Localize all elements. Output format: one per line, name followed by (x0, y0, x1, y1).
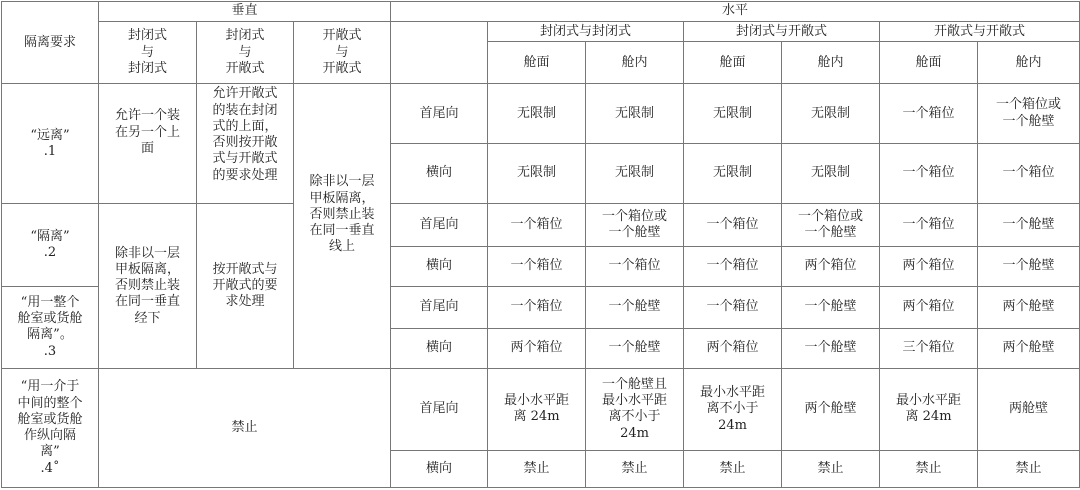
table-cell: 最小水平距 离 24m (880, 369, 978, 451)
table-cell: 禁止 (488, 450, 586, 487)
table-cell: 两个箱位 (782, 247, 880, 286)
table-cell: 一个箱位 (684, 247, 782, 286)
header-vertical-open-open: 开敞式 与 开敞式 (294, 22, 391, 84)
table-cell: 无限制 (684, 84, 782, 143)
table-cell: 无限制 (488, 84, 586, 143)
table-cell: 一个舱壁 (586, 328, 684, 368)
table-cell: 无限制 (586, 143, 684, 203)
table-cell: 两个舱壁 (782, 369, 880, 451)
table-cell: 禁止 (880, 450, 978, 487)
table-cell: 一个箱位 (880, 143, 978, 203)
table-cell: 无限制 (684, 143, 782, 203)
vertical-r1-closed-closed: 允许一个装 在另一个上 面 (99, 84, 197, 204)
requirement-separated-by-compartment: “用一整个 舱室或货舱 隔离”。 .3 (2, 286, 99, 368)
table-cell: 两舱壁 (978, 369, 1080, 451)
direction-fore-aft: 首尾向 (391, 84, 488, 143)
table-cell: 一个箱位 (880, 204, 978, 247)
table-cell: 一个箱位 (488, 247, 586, 286)
header-horizontal-closed-closed: 封闭式与封闭式 (488, 22, 684, 42)
header-vertical-closed-closed: 封闭式 与 封闭式 (99, 22, 197, 84)
vertical-r1-closed-open: 允许开敞式 的装在封闭 式的上面， 否则按开敞 式与开敞式 的要求处理 (197, 84, 294, 204)
table-cell: 一个箱位 (880, 84, 978, 143)
table-cell: 一个箱位或 一个舱壁 (978, 84, 1080, 143)
direction-athwartship: 横向 (391, 450, 488, 487)
header-vertical: 垂直 (99, 2, 391, 22)
header-under-deck: 舱内 (586, 42, 684, 84)
table-cell: 一个箱位 (586, 247, 684, 286)
vertical-r123-open-open: 除非以一层 甲板隔离， 否则禁止装 在同一垂直 线上 (294, 84, 391, 369)
table-cell: 两个舱壁 (978, 328, 1080, 368)
table-cell: 禁止 (782, 450, 880, 487)
header-on-deck: 舱面 (488, 42, 586, 84)
table-cell: 禁止 (684, 450, 782, 487)
table-cell: 无限制 (782, 143, 880, 203)
header-horizontal-closed-open: 封闭式与开敞式 (684, 22, 880, 42)
header-under-deck: 舱内 (782, 42, 880, 84)
table-cell: 两个箱位 (880, 286, 978, 328)
table-cell: 禁止 (978, 450, 1080, 487)
table-row (2, 84, 1080, 143)
table-cell: 无限制 (488, 143, 586, 203)
table-cell: 一个箱位或 一个舱壁 (782, 204, 880, 247)
header-direction-blank (391, 22, 488, 84)
table-cell: 一个舱壁 (782, 286, 880, 328)
table-cell: 一个箱位 (488, 286, 586, 328)
header-horizontal: 水平 (391, 2, 1080, 22)
vertical-r23-closed-open: 按开敞式与 开敞式的要 求处理 (197, 204, 294, 369)
table-cell: 一个箱位 (684, 204, 782, 247)
table-cell: 一个舱壁 (978, 204, 1080, 247)
requirement-away-from: “远离” .1 (2, 84, 99, 204)
direction-athwartship: 横向 (391, 247, 488, 286)
table-cell: 一个箱位或 一个舱壁 (586, 204, 684, 247)
segregation-table (1, 1, 1080, 488)
table-cell: 无限制 (782, 84, 880, 143)
table-cell: 一个箱位 (978, 143, 1080, 203)
requirement-separated-longitudinally: “用一介于 中间的整个 舱室或货舱 作纵向隔 离” .4˚ (2, 369, 99, 488)
direction-athwartship: 横向 (391, 328, 488, 368)
table-cell: 无限制 (586, 84, 684, 143)
vertical-r23-closed-closed: 除非以一层 甲板隔离， 否则禁止装 在同一垂直 经下 (99, 204, 197, 369)
table-row (2, 369, 1080, 451)
table-cell: 最小水平距 离不小于 24m (684, 369, 782, 451)
table-cell: 两个舱壁 (978, 286, 1080, 328)
table-cell: 最小水平距 离 24m (488, 369, 586, 451)
direction-fore-aft: 首尾向 (391, 286, 488, 328)
header-vertical-closed-open: 封闭式 与 开敞式 (197, 22, 294, 84)
header-requirement: 隔离要求 (2, 2, 99, 84)
table-cell: 两个箱位 (488, 328, 586, 368)
vertical-r4-prohibited: 禁止 (99, 369, 391, 488)
table-row (2, 204, 1080, 247)
table-cell: 三个箱位 (880, 328, 978, 368)
table-cell: 一个箱位 (488, 204, 586, 247)
header-horizontal-open-open: 开敞式与开敞式 (880, 22, 1080, 42)
table-cell: 一个箱位 (684, 286, 782, 328)
table-cell: 一个舱壁 (978, 247, 1080, 286)
header-under-deck: 舱内 (978, 42, 1080, 84)
table-cell: 禁止 (586, 450, 684, 487)
header-on-deck: 舱面 (684, 42, 782, 84)
table-cell: 两个箱位 (880, 247, 978, 286)
direction-fore-aft: 首尾向 (391, 369, 488, 451)
direction-athwartship: 横向 (391, 143, 488, 203)
requirement-separated-from: “隔离” .2 (2, 204, 99, 287)
table-cell: 一个舱壁且 最小水平距 离不小于 24m (586, 369, 684, 451)
direction-fore-aft: 首尾向 (391, 204, 488, 247)
table-cell: 一个舱壁 (782, 328, 880, 368)
table-cell: 一个舱壁 (586, 286, 684, 328)
header-on-deck: 舱面 (880, 42, 978, 84)
table-cell: 两个箱位 (684, 328, 782, 368)
